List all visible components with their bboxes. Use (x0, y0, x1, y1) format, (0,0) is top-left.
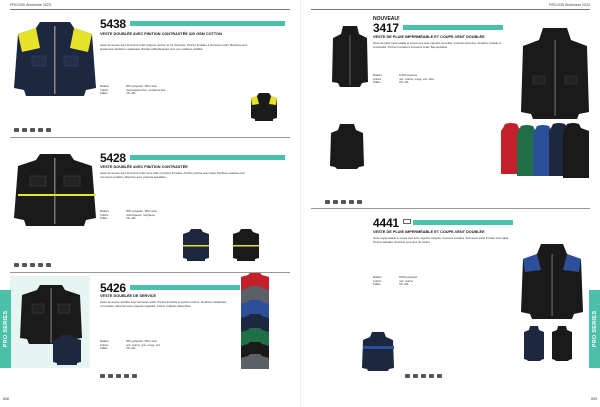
iron-icon (30, 128, 35, 132)
left-running-header: PROJOB Workwear 2023 (10, 3, 51, 7)
care-icons (325, 200, 362, 204)
product-specs: Matière 65% polyester, 35% coton Coloris marine/jaune, noir/jaune Tailles XS–4XL (100, 210, 158, 221)
product-description: Veste de service doublée avec fermeture éclair. Poches frontales et poches poitrine. Doublure matelassée, col montant. Manches avec poignets réglables. Coloris multiples disponibles. (100, 301, 227, 308)
product-description: Veste de service avec fermeture éclair sous patte et poches frontales. Poches poitrine avec rabat. Doublure ouatinée pour une bonne isolation. Manches avec poignets ajustables. (100, 172, 246, 179)
wash-icon (325, 200, 330, 204)
product-code: 3417 (373, 21, 399, 35)
tumble-icon (357, 200, 362, 204)
product-3417-large-image (519, 28, 591, 125)
bleach-icon (22, 128, 27, 132)
product-code: 5428 (100, 151, 126, 165)
care-icons (14, 128, 51, 132)
dryclean-icon (429, 374, 434, 378)
care-icons (405, 374, 442, 378)
product-specs: Matière 65% polyester, 35% coton Coloris marine/jaune-fluo, noir/jaune-fluo Tailles XS–4XL (100, 85, 166, 96)
new-badge: NOUVEAU! (373, 16, 400, 22)
accent-bar (130, 155, 285, 160)
accent-bar (413, 220, 513, 225)
wash-icon (405, 374, 410, 378)
section-divider (10, 137, 290, 138)
accent-bar (403, 25, 503, 30)
wash-icon (14, 263, 19, 267)
dryclean-icon (38, 128, 43, 132)
top-rule (311, 9, 590, 10)
iron-icon (421, 374, 426, 378)
accent-bar (130, 285, 240, 290)
product-5428-variant-navy (182, 228, 210, 267)
bleach-icon (413, 374, 418, 378)
product-4441-navy-image (361, 332, 395, 377)
product-code: 5426 (100, 281, 126, 295)
product-4441-back-image (523, 326, 545, 367)
care-icons (14, 263, 51, 267)
iron-icon (30, 263, 35, 267)
dryclean-icon (38, 263, 43, 267)
iron-icon (341, 200, 346, 204)
tumble-icon (437, 374, 442, 378)
product-title: VESTE DE PLUIE IMPERMÉABLE ET COUPE-VENT DOUBLÉE (373, 230, 485, 234)
product-specs: Matière 100% polyester Coloris noir, marine, rouge, vert, bleu Tailles XS–4XL (373, 74, 434, 85)
product-description: Veste de pluie imperméable et coupe-vent avec capuche amovible. Coutures étanches. Doublure chaude et confortable. Poches frontales à fermeture éclair. Bas ajustable. (373, 42, 502, 49)
product-5426-back-image (52, 334, 82, 371)
right-page (300, 0, 600, 407)
product-code: 5438 (100, 17, 126, 31)
product-title: VESTE DOUBLÉE AVEC FINITION CONTRASTÉE (100, 165, 188, 169)
bleach-icon (333, 200, 338, 204)
iron-icon (116, 374, 121, 378)
wash-icon (14, 128, 19, 132)
right-running-header: PROJOB Workwear 2023 (549, 3, 590, 7)
bleach-icon (108, 374, 113, 378)
product-title: VESTE DE PLUIE IMPERMÉABLE ET COUPE-VENT DOUBLÉE (373, 35, 485, 39)
side-tab: PRO SERIES (0, 290, 11, 368)
product-5428-main-image (12, 150, 98, 235)
dryclean-icon (124, 374, 129, 378)
product-5428-variant-black (232, 228, 260, 267)
dryclean-icon (349, 200, 354, 204)
bleach-icon (22, 263, 27, 267)
product-3417-color-group (499, 122, 591, 185)
section-divider (311, 208, 590, 209)
accent-bar (130, 21, 285, 26)
product-title: VESTE DOUBLÉE DE SERVICE (100, 294, 157, 298)
product-3417-back-image (329, 124, 365, 175)
tumble-icon (46, 263, 51, 267)
side-tab: PRO SERIES (589, 290, 600, 368)
product-3417-main-image (331, 26, 369, 93)
product-title: VESTE DOUBLÉE AVEC FINITION CONTRASTÉE 320 GSM COTTON (100, 32, 222, 36)
top-rule (10, 9, 290, 10)
wash-icon (100, 374, 105, 378)
tumble-icon (46, 128, 51, 132)
product-code: 4441 (373, 216, 399, 230)
page-number: 608 (3, 397, 9, 401)
tumble-icon (132, 374, 137, 378)
care-icons (100, 374, 137, 378)
product-5426-color-stack (238, 272, 272, 375)
page-number: 609 (591, 397, 597, 401)
product-5438-variant-image (250, 92, 278, 127)
eco-badge-icon (403, 219, 411, 224)
product-5438-main-image (12, 18, 98, 105)
product-description: Veste imperméable et coupe-vent avec capuche intégrée. Coutures soudées. Fermeture éclair frontale sous rabat. Poches latérales. Doublure pour plus de confort. (373, 237, 509, 244)
product-4441-side-image (551, 326, 573, 367)
product-specs: Matière 100% polyester Coloris noir, marine Tailles XS–4XL (373, 276, 418, 287)
product-4441-main-image (519, 244, 585, 325)
product-specs: Matière 65% polyester, 35% coton Coloris noir, marine, gris, rouge, vert Tailles XS–4XL (100, 340, 161, 351)
product-description: Veste de service avec fermeture éclair jusqu'au menton et col cheminée. Poches frontales à fermeture éclair. Manches avec ajustement. Doublure matelassée. Bandes réfléchissantes pour une meilleure visibilité. (100, 44, 248, 51)
